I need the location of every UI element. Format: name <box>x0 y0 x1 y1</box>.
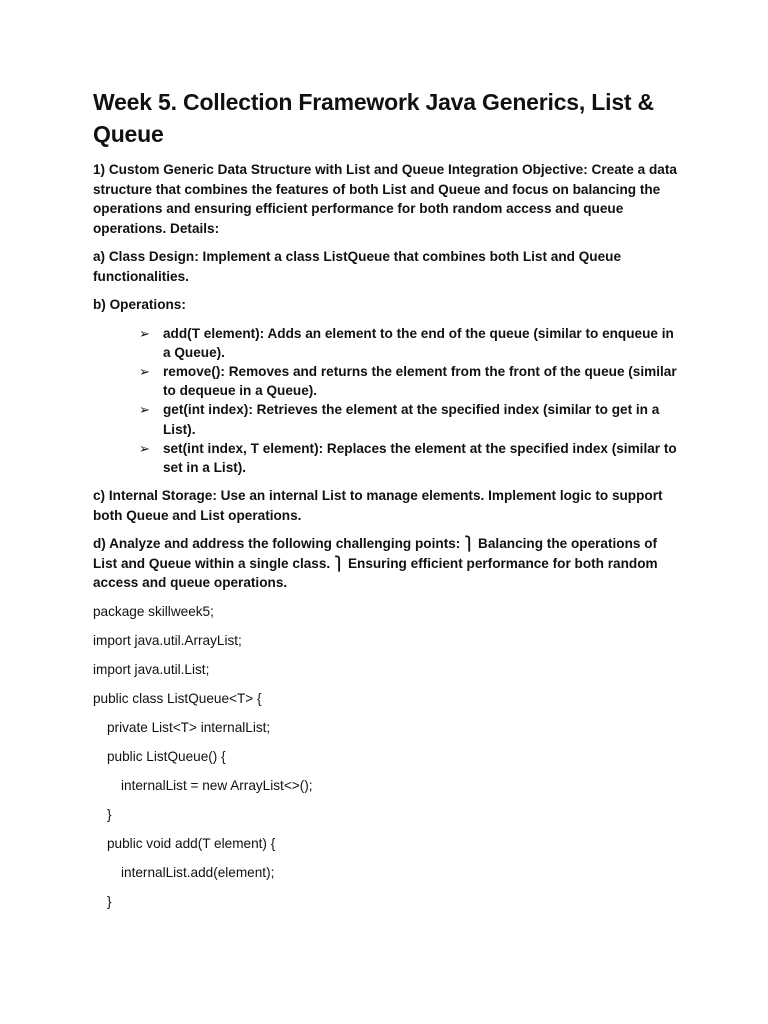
code-line-add-close: } <box>107 893 112 909</box>
code-line-constructor-close: } <box>107 806 112 822</box>
code-block <box>93 602 683 911</box>
operation-remove-item <box>93 362 683 400</box>
operation-set-text: set(int index, T element): Replaces the element at the specified index (similar to set in a List). <box>163 440 677 475</box>
operation-get-text: get(int index): Retrieves the element at the specified index (similar to get in a List). <box>163 402 660 437</box>
code-line-import-arraylist: import java.util.ArrayList; <box>93 632 242 648</box>
document-page <box>93 86 683 921</box>
code-line-field: private List<T> internalList; <box>107 719 271 735</box>
code-line-constructor-body: internalList = new ArrayList<>(); <box>121 777 313 793</box>
code-line-add-body: internalList.add(element); <box>121 864 275 880</box>
operations-list <box>93 324 683 478</box>
operation-add-item <box>93 324 683 362</box>
code-line-add-method: public void add(T element) { <box>107 835 276 851</box>
arrow-bullet-icon: ➢ <box>139 440 150 456</box>
code-line-package: package skillweek5; <box>93 603 214 619</box>
section-d-analysis: d) Analyze and address the following challenging points: ⎫ Balancing the operations of List and Queue within a single class. ⎫ Ensuring efficient performance for both random access and queue operations. <box>93 536 658 591</box>
document-title: Week 5. Collection Framework Java Generics, List & Queue <box>93 89 654 147</box>
arrow-bullet-icon: ➢ <box>139 325 150 341</box>
operation-set-item <box>93 439 683 477</box>
code-line-class-declaration: public class ListQueue<T> { <box>93 690 262 706</box>
code-line-constructor: public ListQueue() { <box>107 748 226 764</box>
operation-add-text: add(T element): Adds an element to the end of the queue (similar to enqueue in a Queue). <box>163 325 674 360</box>
operation-remove-text: remove(): Removes and returns the element from the front of the queue (similar to dequeue in a Queue). <box>163 363 677 399</box>
arrow-bullet-icon: ➢ <box>139 402 150 418</box>
arrow-bullet-icon: ➢ <box>139 363 150 379</box>
section-a-class-design: a) Class Design: Implement a class ListQueue that combines both List and Queue functionalities. <box>93 249 622 284</box>
section-b-operations-heading: b) Operations: <box>93 297 186 312</box>
operation-get-item <box>93 400 683 438</box>
section-c-internal-storage: c) Internal Storage: Use an internal List to manage elements. Implement logic to support both Queue and List operations. <box>93 488 663 523</box>
code-line-import-list: import java.util.List; <box>93 661 210 677</box>
intro-paragraph: 1) Custom Generic Data Structure with List and Queue Integration Objective: Create a data structure that combines the features of both List and Queue and focus on balancing the operations and ensuring efficient performance for both random access and queue operations. Details: <box>93 162 677 236</box>
